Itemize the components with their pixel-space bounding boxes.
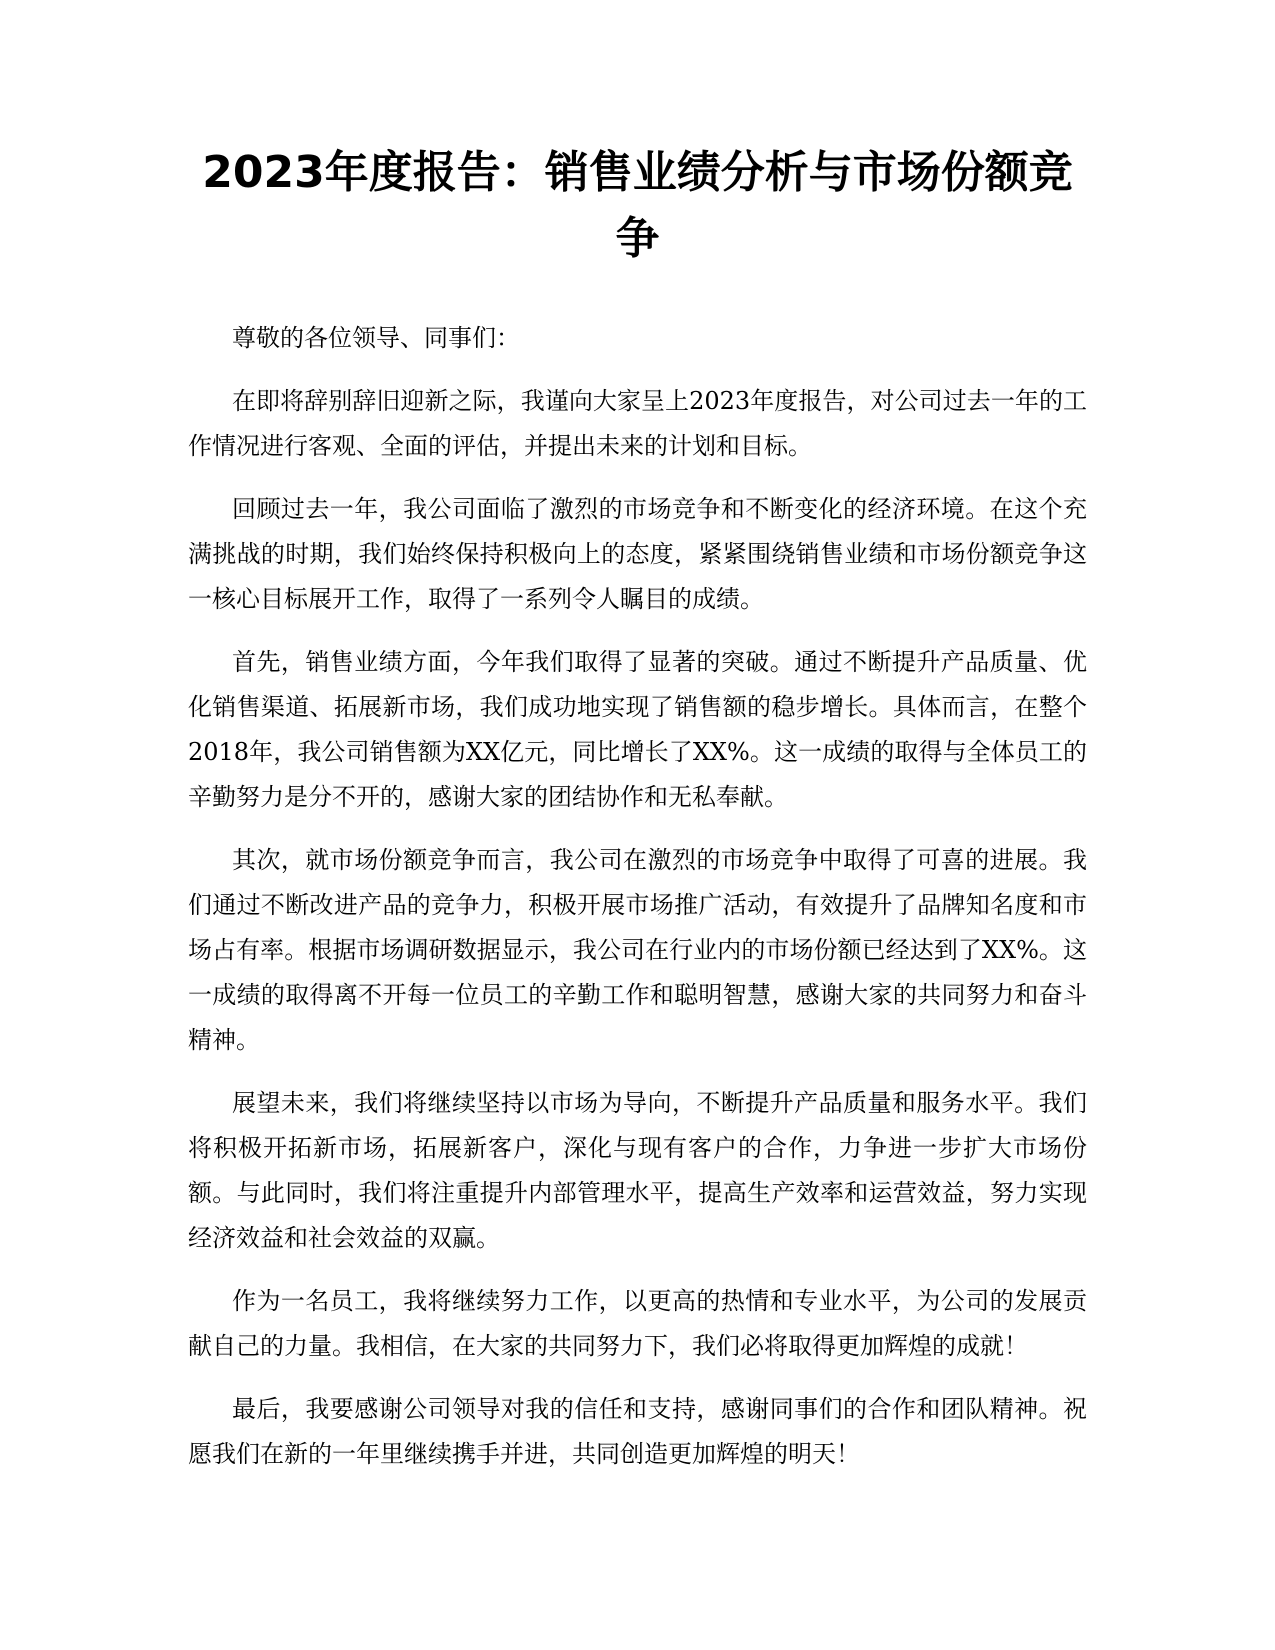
paragraph-review: 回顾过去一年，我公司面临了激烈的市场竞争和不断变化的经济环境。在这个充满挑战的时期，我们始终保持积极向上的态度，紧紧围绕销售业绩和市场份额竞争这一核心目标展开工作，取得了一系列令人瞩目的成绩。 — [188, 495, 1087, 613]
document-title: 2023年度报告：销售业绩分析与市场份额竞争 — [202, 147, 1073, 264]
paragraph-commitment: 作为一名员工，我将继续努力工作，以更高的热情和专业水平，为公司的发展贡献自己的力量。我相信，在大家的共同努力下，我们必将取得更加辉煌的成就！ — [188, 1287, 1087, 1360]
paragraph-sales-performance: 首先，销售业绩方面，今年我们取得了显著的突破。通过不断提升产品质量、优化销售渠道、拓展新市场，我们成功地实现了销售额的稳步增长。具体而言，在整个2018年，我公司销售额为XX亿元，同比增长了XX%。这一成绩的取得与全体员工的辛勤努力是分不开的，感谢大家的团结协作和无私奉献。 — [188, 648, 1087, 811]
document-body — [188, 316, 1087, 1477]
paragraph-intro: 在即将辞别辞旧迎新之际，我谨向大家呈上2023年度报告，对公司过去一年的工作情况进行客观、全面的评估，并提出未来的计划和目标。 — [188, 387, 1087, 460]
paragraph-outlook: 展望未来，我们将继续坚持以市场为导向，不断提升产品质量和服务水平。我们将积极开拓新市场，拓展新客户，深化与现有客户的合作，力争进一步扩大市场份额。与此同时，我们将注重提升内部管理水平，提高生产效率和运营效益，努力实现经济效益和社会效益的双赢。 — [188, 1089, 1087, 1252]
paragraph-closing: 最后，我要感谢公司领导对我的信任和支持，感谢同事们的合作和团队精神。祝愿我们在新的一年里继续携手并进，共同创造更加辉煌的明天！ — [188, 1395, 1087, 1468]
paragraph-salutation: 尊敬的各位领导、同事们： — [232, 324, 520, 352]
paragraph-market-share: 其次，就市场份额竞争而言，我公司在激烈的市场竞争中取得了可喜的进展。我们通过不断改进产品的竞争力，积极开展市场推广活动，有效提升了品牌知名度和市场占有率。根据市场调研数据显示，我公司在行业内的市场份额已经达到了XX%。这一成绩的取得离不开每一位员工的辛勤工作和聪明智慧，感谢大家的共同努力和奋斗精神。 — [188, 846, 1087, 1054]
